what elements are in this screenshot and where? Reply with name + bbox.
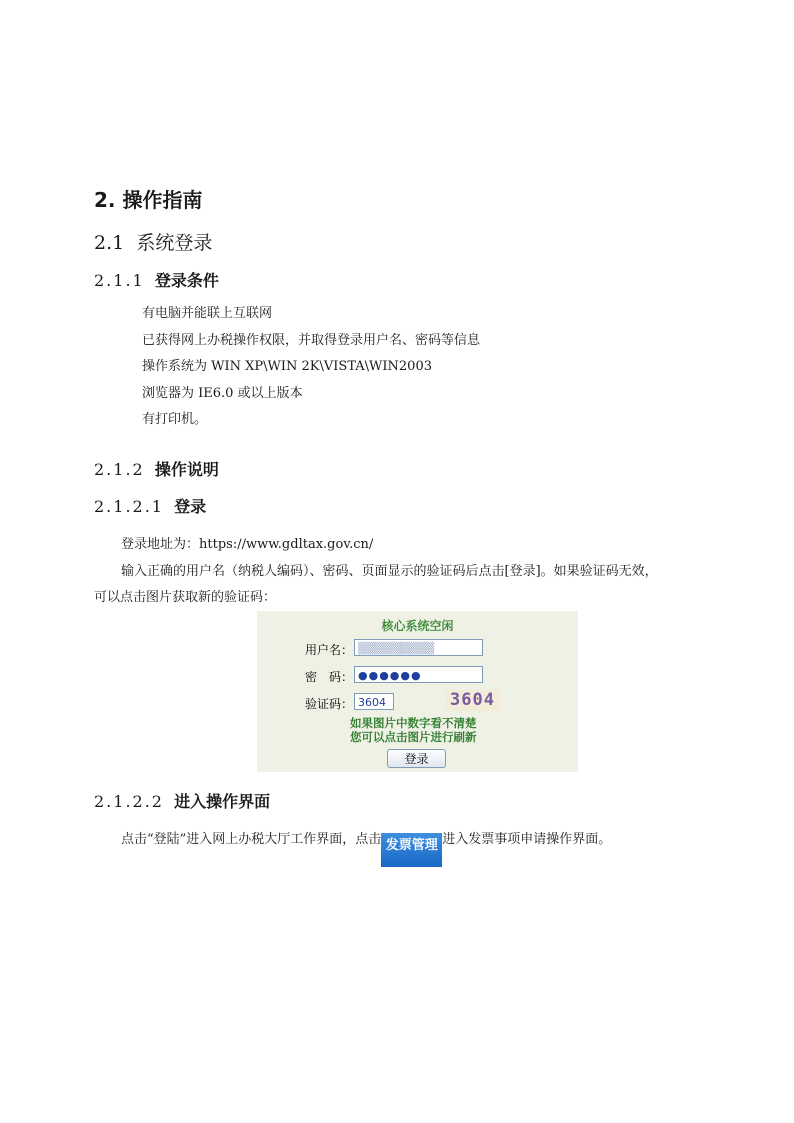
section-number: 2.1	[94, 232, 125, 254]
enter-text-before: 点击“登陆”进入网上办税大厅工作界面，点击	[121, 832, 382, 847]
heading-system-login	[94, 228, 212, 255]
login-panel-title: 核心系统空闲	[381, 619, 454, 633]
heading-login	[94, 494, 206, 517]
captcha-label: 验证码：	[305, 697, 354, 711]
heading-operation-guide: 2. 操作指南	[94, 188, 203, 212]
conditions-list	[121, 304, 480, 437]
captcha-image[interactable]: 3604	[446, 690, 499, 711]
section-number: 2.1.2	[94, 460, 145, 479]
list-item: 有打印机。	[142, 412, 208, 427]
heading-login-conditions	[94, 268, 219, 291]
enter-interface-paragraph	[121, 828, 611, 867]
section-number: 2.1.1	[94, 271, 145, 290]
section-title: 登录条件	[154, 271, 219, 290]
list-item: 浏览器为 IE6.0 或以上版本	[142, 385, 303, 401]
captcha-hint-line2: 您可以点击图片进行刷新	[350, 730, 477, 744]
username-label: 用户名：	[305, 643, 354, 657]
list-item: 已获得网上办税操作权限，并取得登录用户名、密码等信息	[142, 332, 481, 348]
section-title: 系统登录	[136, 232, 213, 254]
heading-enter-interface	[94, 789, 270, 812]
section-title: 登录	[174, 497, 207, 516]
login-address: 登录地址为：https://www.gdltax.gov.cn/	[121, 537, 374, 552]
login-description-line2: 可以点击图片获取新的验证码：	[94, 590, 277, 605]
heading-operation-notes	[94, 457, 219, 480]
login-button[interactable]: 登录	[387, 749, 446, 768]
captcha-hint-line1: 如果图片中数字看不清楚	[350, 716, 477, 730]
section-title: 进入操作界面	[174, 792, 271, 811]
section-number: 2.1.2.1	[94, 497, 164, 516]
captcha-input[interactable]: 3604	[354, 693, 394, 710]
username-input[interactable]: ▒▒▒▒▒▒▒▒▒	[354, 639, 483, 656]
login-panel-screenshot	[257, 611, 578, 772]
password-input[interactable]: ●●●●●●	[354, 666, 483, 683]
list-item: 有电脑并能联上互联网	[142, 306, 273, 321]
section-number: 2.1.2.2	[94, 792, 164, 811]
invoice-management-button[interactable]: 发票管理	[381, 833, 442, 867]
section-title: 操作说明	[154, 460, 219, 479]
login-description-line1: 输入正确的用户名（纳税人编码）、密码、页面显示的验证码后点击[登录]。如果验证码无效，	[121, 564, 658, 579]
enter-text-after: 进入发票事项申请操作界面。	[442, 832, 612, 847]
list-item: 操作系统为 WIN XP\WIN 2K\VISTA\WIN2003	[142, 359, 432, 374]
password-label: 密 码：	[305, 670, 354, 684]
